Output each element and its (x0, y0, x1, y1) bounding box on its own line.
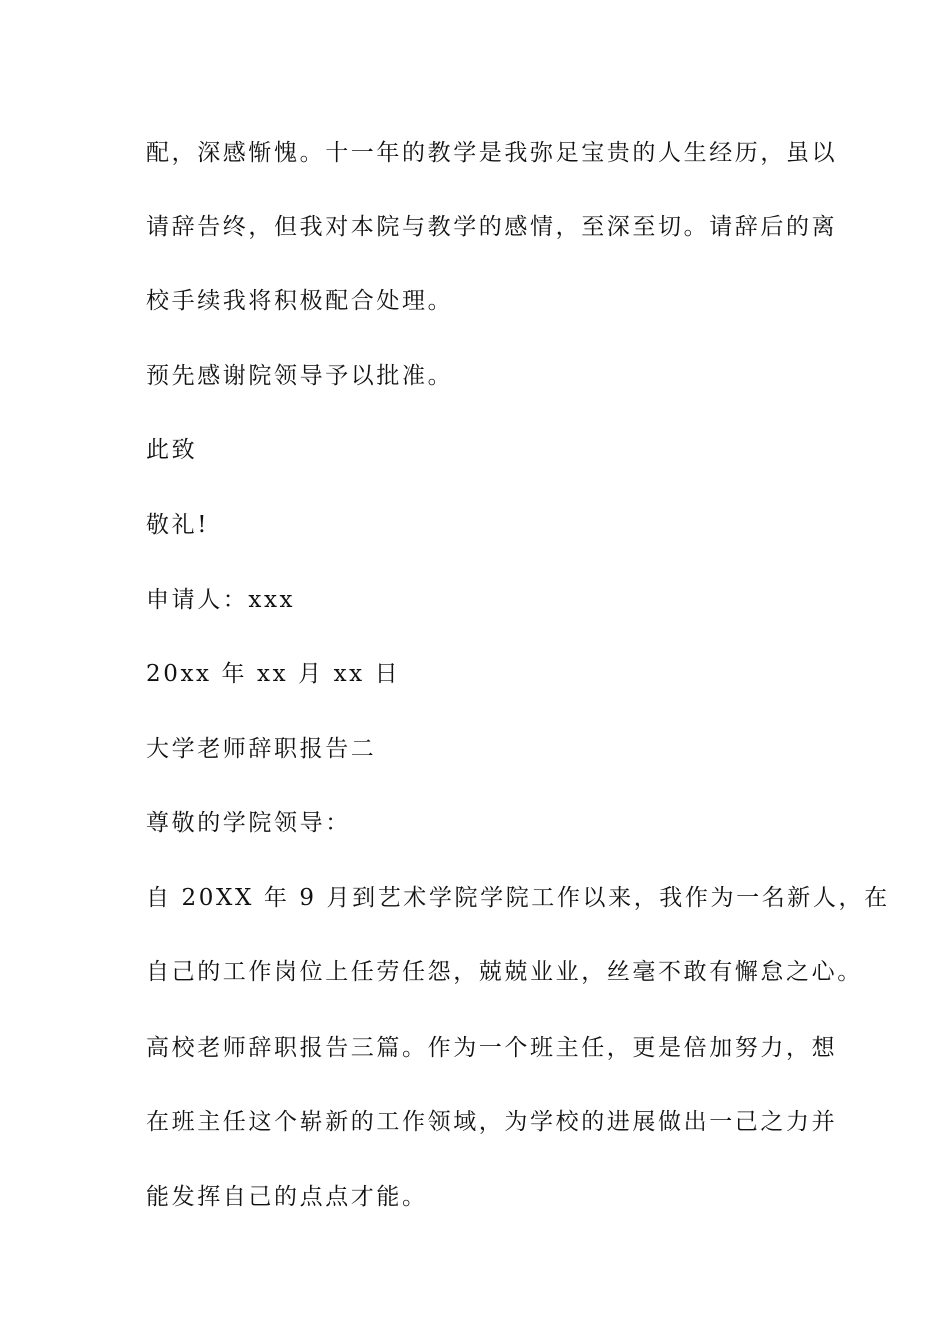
closing-salutation: 此致 (146, 437, 198, 463)
body-text-line: 配，深感惭愧。十一年的教学是我弥足宝贵的人生经历，虽以 (146, 140, 838, 166)
body-text-line: 高校老师辞职报告三篇。作为一个班主任，更是倍加努力，想 (146, 1035, 838, 1061)
body-text-line: 预先感谢院领导予以批准。 (146, 363, 454, 389)
letter-date: 20xx 年 xx 月 xx 日 (146, 661, 401, 687)
body-text-line: 校手续我将积极配合处理。 (146, 288, 454, 314)
applicant-signature: 申请人：xxx (146, 587, 296, 613)
section-title: 大学老师辞职报告二 (146, 736, 377, 762)
body-text-line: 在班主任这个崭新的工作领域，为学校的进展做出一己之力并 (146, 1109, 838, 1135)
letter-greeting: 尊敬的学院领导： (146, 810, 351, 836)
closing-regards: 敬礼! (146, 512, 210, 538)
body-text-line: 能发挥自己的点点才能。 (146, 1184, 428, 1210)
body-text-line: 自己的工作岗位上任劳任怨，兢兢业业，丝毫不敢有懈怠之心。 (146, 959, 863, 985)
body-text-line: 自 20XX 年 9 月到艺术学院学院工作以来，我作为一名新人，在 (146, 885, 890, 911)
body-text-line: 请辞告终，但我对本院与教学的感情，至深至切。请辞后的离 (146, 214, 838, 240)
